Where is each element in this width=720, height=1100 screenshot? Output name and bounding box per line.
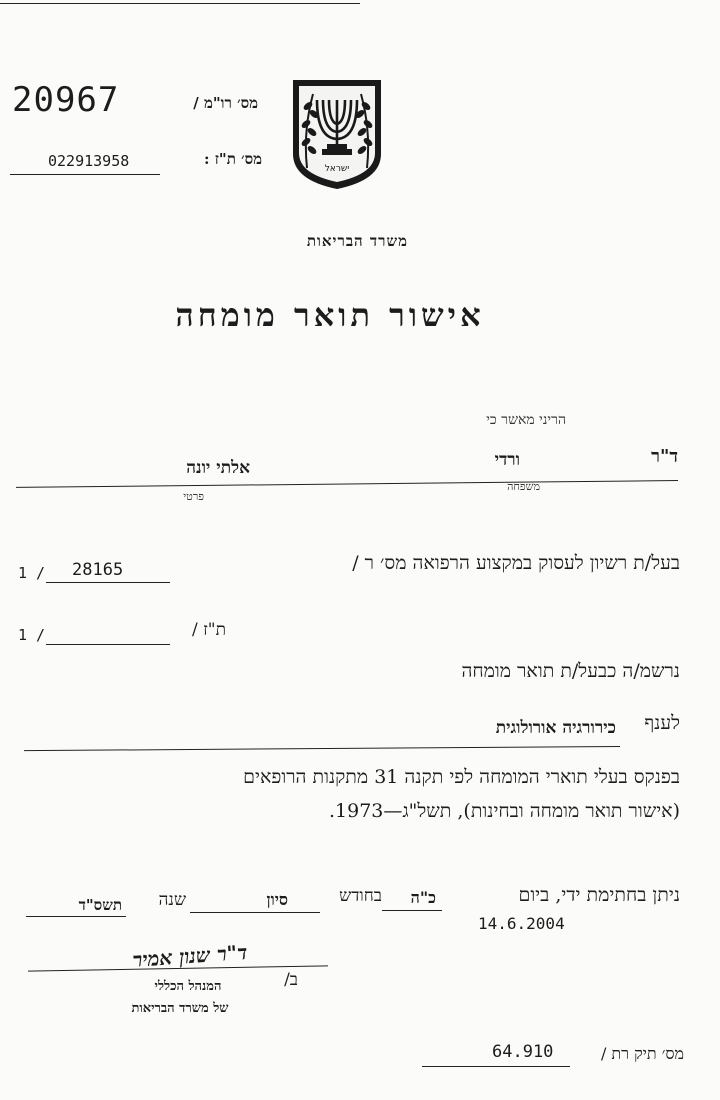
date-year: תשס"ד: [78, 896, 122, 914]
file-label: מס׳ תיק רת /: [600, 1044, 684, 1063]
ministry-name: משרד הבריאות: [306, 232, 408, 250]
month-label: בחודש: [339, 886, 382, 906]
month-underline: [190, 912, 320, 913]
year-label: שנה: [158, 890, 186, 910]
menorah-emblem-icon: [289, 76, 385, 192]
signature-name: ד"ר שנון אמיר: [131, 940, 249, 972]
tz-underline: [46, 644, 170, 645]
first-caption: פרטי: [183, 490, 204, 503]
emblem-text: ישראל: [324, 164, 350, 174]
id-label: מס׳ ת"ז :: [203, 150, 262, 168]
branch-value: כירורגיה אורולוגית: [495, 718, 616, 738]
document-title: אישור תואר מומחה: [175, 296, 485, 334]
signature-b-label: ב/: [284, 970, 298, 990]
family-caption: משפחה: [507, 480, 540, 493]
date-intro: ניתן בחתימת ידי, ביום: [518, 884, 680, 906]
intro-text: הריני מאשר כי: [486, 412, 566, 428]
branch-underline: [24, 746, 620, 751]
branch-label: לענף: [644, 712, 680, 734]
date-month: סיון: [266, 890, 288, 909]
license-suffix: 1 /: [18, 564, 46, 582]
license-num-value: 28165: [72, 560, 124, 580]
license-number: 20967: [12, 80, 120, 120]
license-text: בעל/ת רשיון לעסוק במקצוע הרפואה מס׳ ר /: [352, 552, 680, 574]
license-label: מס׳ רו"מ /: [193, 94, 258, 112]
name-underline: [16, 480, 678, 488]
first-name: אלתי יונה: [186, 458, 250, 478]
file-underline: [422, 1066, 570, 1067]
name-prefix: ד"ר: [651, 446, 678, 467]
signature-role1: המנהל הכללי: [154, 979, 222, 994]
family-name: ורדי: [494, 450, 520, 470]
id-number: 022913958: [48, 152, 130, 170]
signature-role2: של משרד הבריאות: [131, 1001, 229, 1016]
year-underline: [26, 916, 126, 917]
file-number: 64.910: [492, 1042, 554, 1062]
regulation-line2: (אישור תואר מומחה ובחינות), תשל"ג—1973.: [328, 800, 680, 822]
tz-label: ת"ז /: [191, 620, 226, 640]
top-rule: [0, 3, 360, 4]
regulation-line1: בפנקס בעלי תוארי המומחה לפי תקנה 31 מתקנות הרופאים: [243, 766, 680, 788]
license-num-underline: [46, 582, 170, 583]
registered-text: נרשמ/ה כבעל/ת תואר מומחה: [461, 660, 680, 682]
day-underline: [382, 910, 442, 911]
gregorian-date: 14.6.2004: [478, 914, 565, 933]
date-day: כ"ה: [410, 888, 436, 907]
tz-suffix: 1 /: [18, 626, 46, 644]
state-emblem: [289, 76, 385, 192]
id-underline: [10, 174, 160, 175]
